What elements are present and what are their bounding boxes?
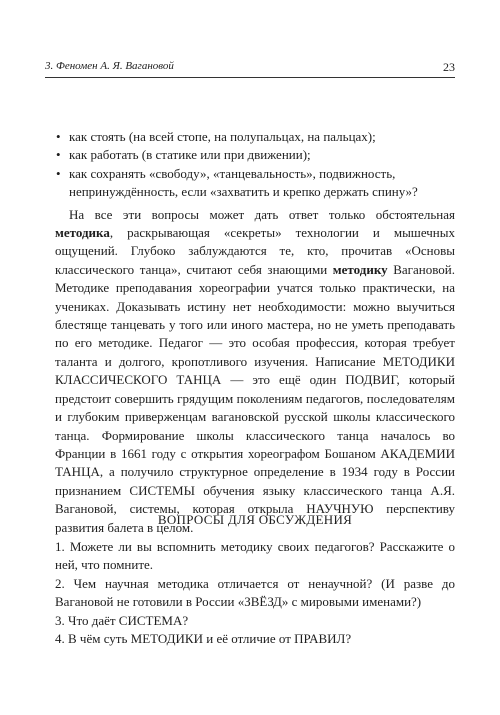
- bullet-item: • как стоять (на всей стопе, на полупальцах, на пальцах);: [55, 128, 455, 146]
- question-list: [55, 538, 455, 648]
- emphasis-term: методику: [332, 261, 388, 277]
- emphasis-term: методика: [55, 225, 110, 241]
- section-heading: ВОПРОСЫ ДЛЯ ОБСУЖДЕНИЯ: [157, 512, 353, 527]
- question-item: 1. Можете ли вы вспомнить методику своих педагогов? Расскажите о ней, что помните.: [55, 539, 455, 573]
- main-text: [55, 128, 455, 537]
- bullet-icon: •: [56, 147, 61, 163]
- bullet-icon: •: [56, 165, 61, 181]
- bullet-item: • как сохранять «свободу», «танцевальность», подвижность, непринуждённость, если «захватить и крепко держать спину»?: [56, 165, 418, 200]
- question-item: 4. В чём суть МЕТОДИКИ и её отличие от ПРАВИЛ?: [55, 631, 352, 647]
- bullet-item: • как работать (в статике или при движении);: [55, 146, 455, 164]
- bullet-list: [55, 128, 455, 202]
- question-item: 3. Что даёт СИСТЕМА?: [55, 612, 189, 628]
- question-item: 2. Чем научная методика отличается от ненаучной? (И разве до Вагановой не готовили в России «ЗВЁЗД» с мировыми именами?): [55, 575, 455, 610]
- running-header: [45, 56, 455, 76]
- body-paragraph: На все эти вопросы может дать ответ только обстоятельная методика, раскрывающая «секреты» технологии и мышечных ощущений. Глубоко заблуждаются те, кто, прочитав «Основы классического танца», считают себя знающими методику Вагановой. Методике преподавания хореографии учатся только практически, на учениках. Доказывать истину нет необходимости: можно выучиться блестяще танцевать у того или иного мастера, но не уметь преподавать по его методике. Педагог — это особая профессия, которая требует таланта и долгого, кропотливого изучения. Написание МЕТОДИКИ КЛАССИЧЕСКОГО ТАНЦА — это ещё один ПОДВИГ, который предстоит совершить грядущим поколениям педагогов, последователям и глубоким приверженцам вагановской русской школы классического танца. Формирование школы классического танца началось во Франции в 1661 году с открытия хореографом Бошаном АКАДЕМИИ ТАНЦА, а получило структурное определение в 1934 году в России признанием СИСТЕМЫ обучения языку классического танца А.Я. Вагановой, системы, которая открыла НАУЧНУЮ перспективу развития балета в целом.: [55, 206, 455, 535]
- running-title: 3. Феномен А. Я. Вагановой: [45, 60, 174, 72]
- bullet-icon: •: [56, 129, 61, 144]
- header-rule: [45, 77, 455, 78]
- page-number: 23: [443, 60, 455, 74]
